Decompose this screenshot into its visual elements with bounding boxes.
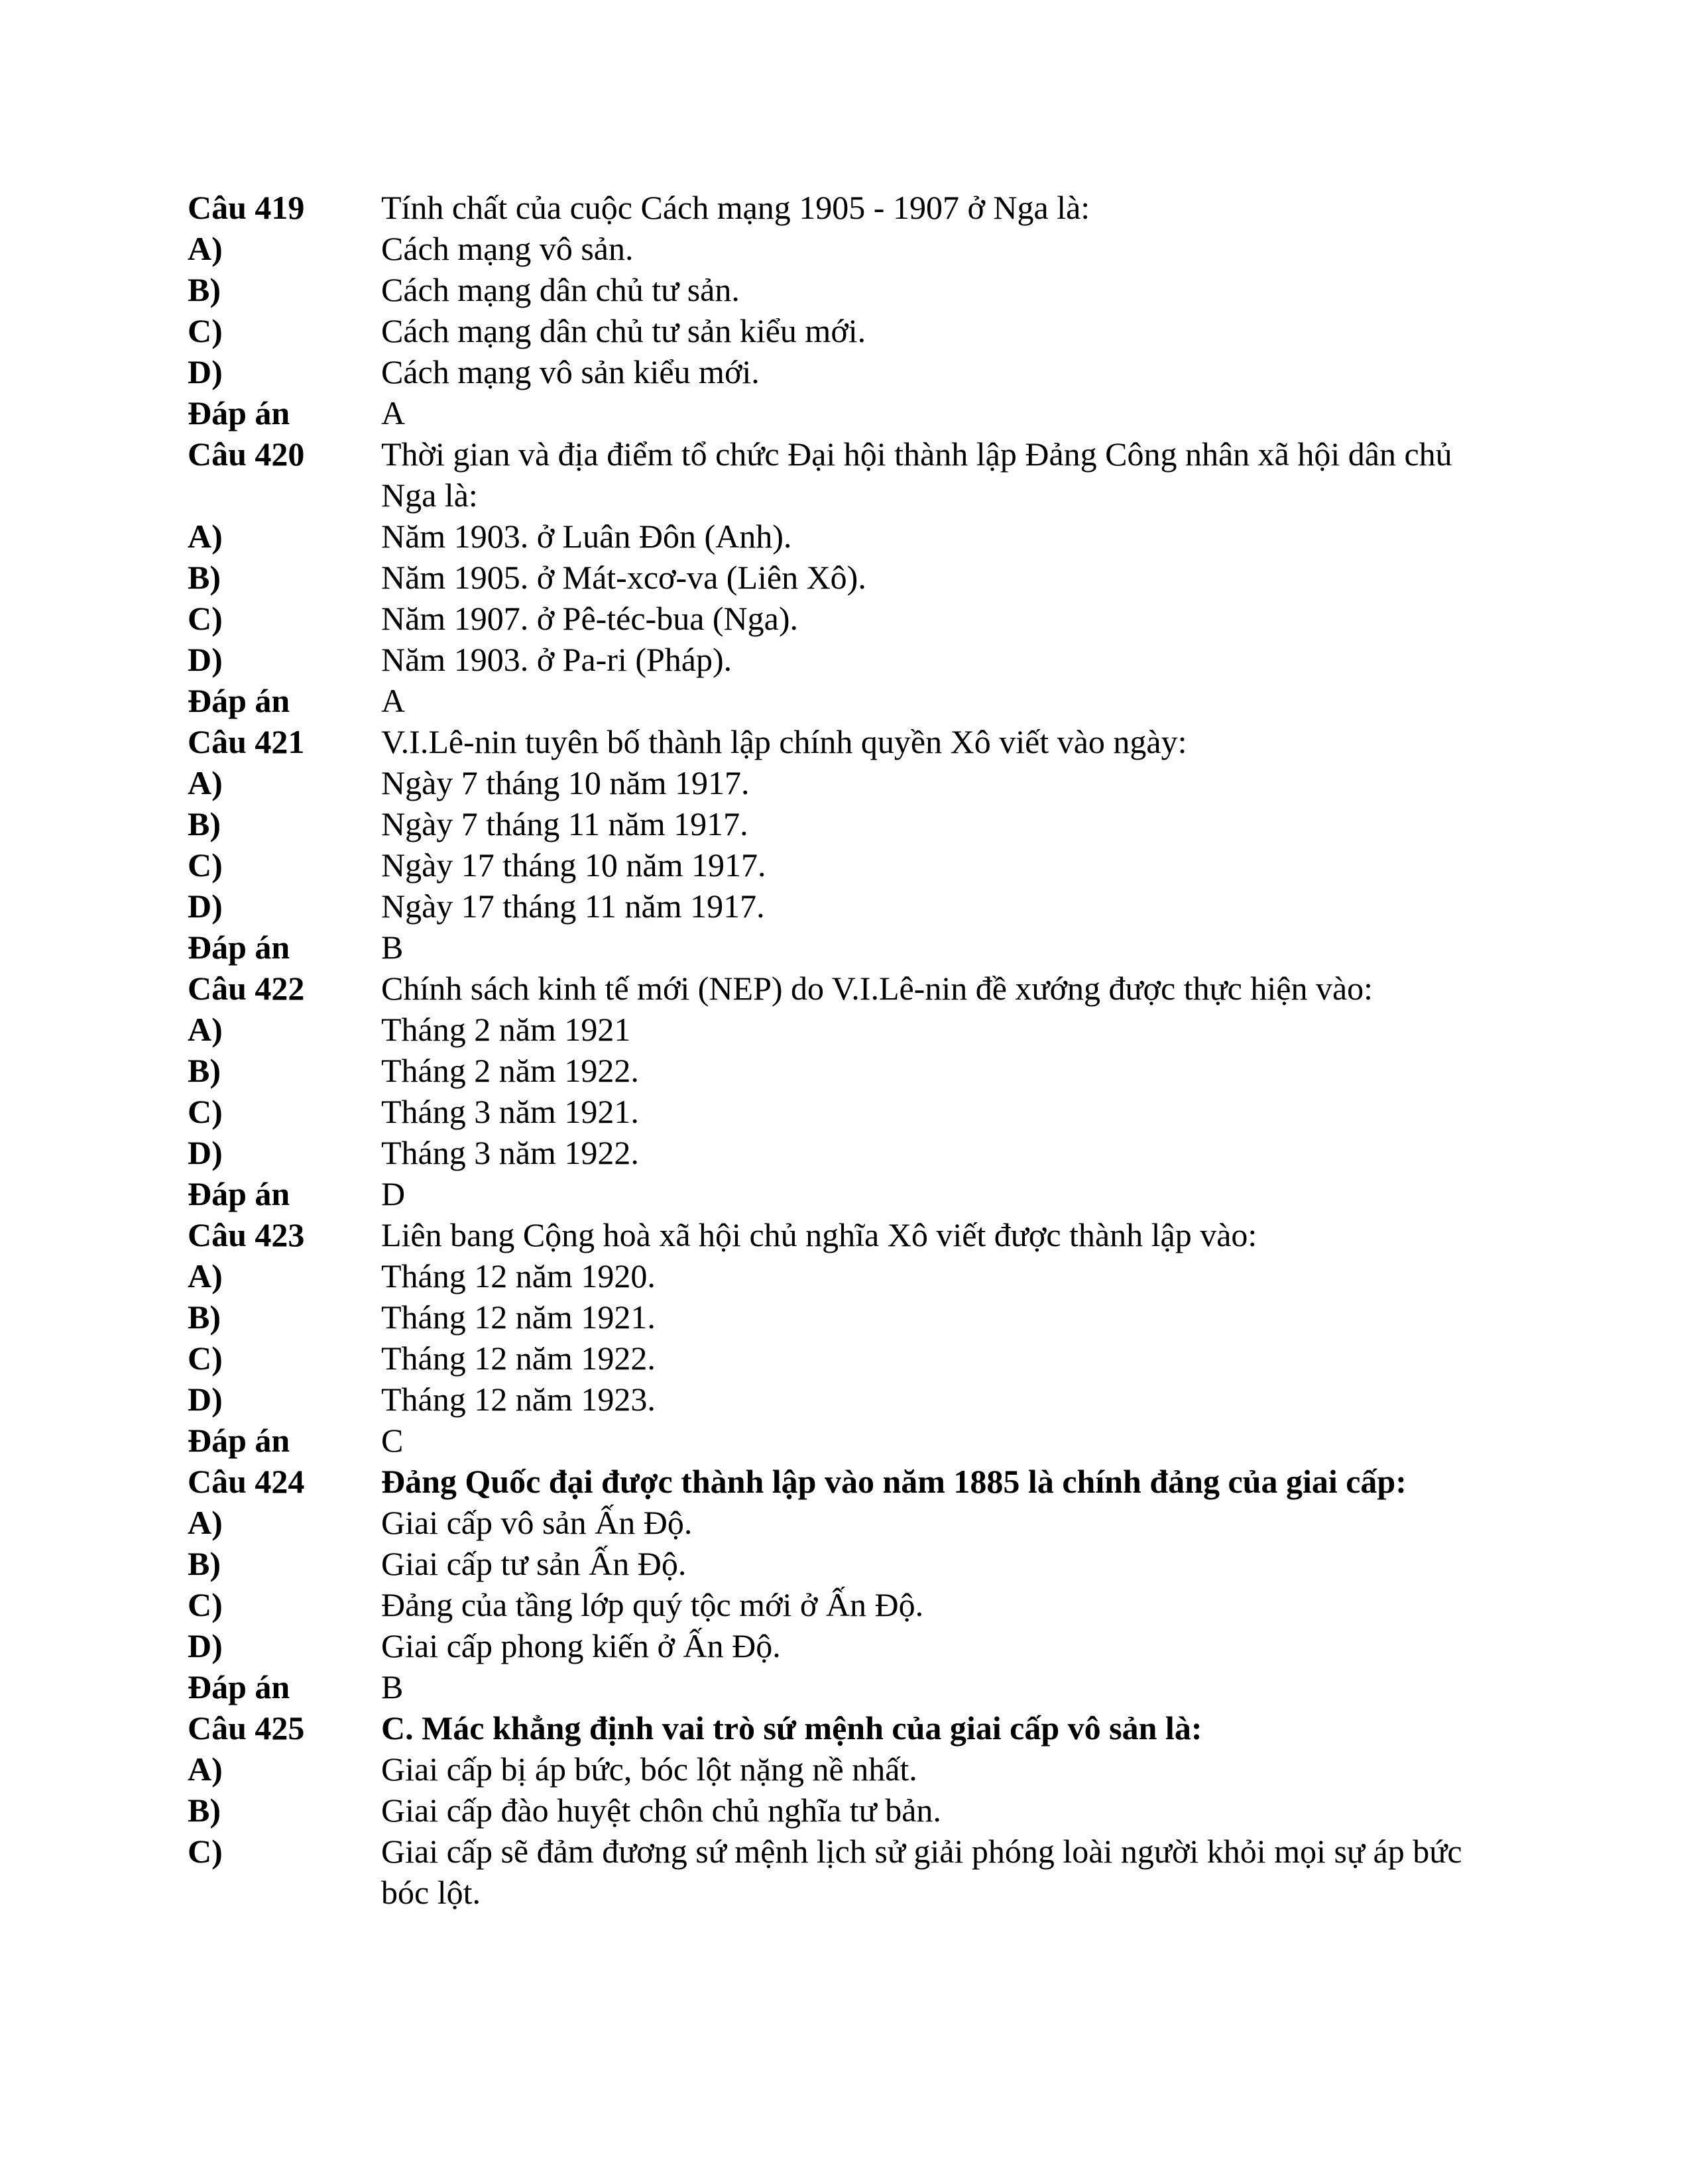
option-label: A) (188, 1504, 223, 1541)
option-text: Cách mạng vô sản kiểu mới. (381, 353, 760, 390)
answer-row (188, 392, 1487, 433)
option-text: Giai cấp phong kiến ở Ấn Độ. (381, 1627, 781, 1664)
option-text: Tháng 2 năm 1922. (381, 1052, 639, 1089)
option-label: A) (188, 518, 223, 555)
option-text: Tháng 3 năm 1921. (381, 1093, 639, 1130)
answer-label: Đáp án (188, 929, 290, 966)
answer-value: B (381, 929, 404, 966)
option-row (188, 1296, 1487, 1338)
option-text: Tháng 3 năm 1922. (381, 1134, 639, 1171)
answer-value: B (381, 1668, 404, 1705)
option-text: Năm 1903. ở Luân Đôn (Anh). (381, 518, 792, 555)
answer-label: Đáp án (188, 394, 290, 431)
option-text: Tháng 12 năm 1922. (381, 1340, 656, 1377)
option-text: Ngày 17 tháng 11 năm 1917. (381, 888, 765, 925)
option-row (188, 1132, 1487, 1173)
option-row (188, 1625, 1487, 1666)
option-row (188, 844, 1487, 886)
answer-row (188, 1173, 1487, 1214)
option-row (188, 1584, 1487, 1625)
answer-row (188, 1420, 1487, 1461)
question-number: Câu 421 (188, 723, 305, 760)
option-label: D) (188, 888, 223, 925)
option-row (188, 1338, 1487, 1379)
question-text: Liên bang Cộng hoà xã hội chủ nghĩa Xô viết được thành lập vào: (381, 1216, 1257, 1253)
option-text: Tháng 12 năm 1921. (381, 1298, 656, 1336)
option-text: Năm 1905. ở Mát-xcơ-va (Liên Xô). (381, 559, 866, 596)
question-number: Câu 425 (188, 1709, 305, 1747)
question-document (188, 187, 1487, 1913)
question-number: Câu 422 (188, 970, 305, 1007)
option-text: Giai cấp tư sản Ấn Độ. (381, 1545, 687, 1582)
option-label: A) (188, 1751, 223, 1788)
question-block (188, 968, 1487, 1214)
question-block (188, 433, 1487, 721)
option-row (188, 1749, 1487, 1790)
option-label: B) (188, 271, 221, 308)
option-text: Ngày 7 tháng 11 năm 1917. (381, 805, 748, 842)
option-label: B) (188, 559, 221, 596)
option-text: Ngày 7 tháng 10 năm 1917. (381, 764, 750, 801)
answer-row (188, 927, 1487, 968)
question-block (188, 1707, 1487, 1913)
answer-value: D (381, 1175, 406, 1212)
option-label: A) (188, 230, 223, 267)
option-text: Giai cấp vô sản Ấn Độ. (381, 1504, 693, 1541)
option-label: D) (188, 1134, 223, 1171)
question-number: Câu 419 (188, 189, 305, 226)
option-row (188, 228, 1487, 269)
answer-label: Đáp án (188, 1422, 290, 1459)
option-label: C) (188, 1833, 223, 1870)
option-row (188, 598, 1487, 639)
answer-label: Đáp án (188, 1175, 290, 1212)
option-label: C) (188, 600, 223, 637)
option-row (188, 1831, 1487, 1913)
option-text: Năm 1903. ở Pa-ri (Pháp). (381, 641, 732, 678)
option-text: Giai cấp đào huyệt chôn chủ nghĩa tư bản. (381, 1792, 941, 1829)
option-text: Cách mạng dân chủ tư sản. (381, 271, 740, 308)
answer-label: Đáp án (188, 682, 290, 719)
option-row (188, 1790, 1487, 1831)
option-text: Ngày 17 tháng 10 năm 1917. (381, 846, 766, 884)
option-text: Năm 1907. ở Pê-téc-bua (Nga). (381, 600, 799, 637)
option-text: Tháng 12 năm 1923. (381, 1381, 656, 1418)
answer-value: C (381, 1422, 404, 1459)
answer-value: A (381, 394, 406, 431)
question-row (188, 1214, 1487, 1255)
option-row (188, 803, 1487, 844)
option-text: Tháng 12 năm 1920. (381, 1257, 656, 1294)
option-label: D) (188, 641, 223, 678)
option-row (188, 1009, 1487, 1050)
question-text: Chính sách kinh tế mới (NEP) do V.I.Lê-nin đề xướng được thực hiện vào: (381, 970, 1373, 1007)
answer-value: A (381, 682, 406, 719)
option-label: C) (188, 1586, 223, 1623)
option-label: B) (188, 805, 221, 842)
option-row (188, 1091, 1487, 1132)
question-row (188, 721, 1487, 762)
question-row (188, 968, 1487, 1009)
option-row (188, 351, 1487, 392)
option-row (188, 886, 1487, 927)
option-label: C) (188, 846, 223, 884)
option-label: B) (188, 1298, 221, 1336)
option-row (188, 639, 1487, 680)
question-number: Câu 420 (188, 435, 305, 473)
question-block (188, 1461, 1487, 1707)
option-label: D) (188, 353, 223, 390)
option-text: Tháng 2 năm 1921 (381, 1011, 631, 1048)
option-row (188, 516, 1487, 557)
question-row (188, 433, 1487, 516)
option-row (188, 1502, 1487, 1543)
option-label: B) (188, 1052, 221, 1089)
option-row (188, 557, 1487, 598)
question-block (188, 721, 1487, 968)
answer-row (188, 680, 1487, 721)
option-row (188, 1255, 1487, 1296)
option-label: A) (188, 1257, 223, 1294)
option-label: C) (188, 312, 223, 349)
option-label: A) (188, 1011, 223, 1048)
option-text: Cách mạng dân chủ tư sản kiểu mới. (381, 312, 866, 349)
question-block (188, 1214, 1487, 1461)
option-row (188, 1543, 1487, 1584)
option-label: C) (188, 1093, 223, 1130)
option-label: C) (188, 1340, 223, 1377)
answer-label: Đáp án (188, 1668, 290, 1705)
question-row (188, 1461, 1487, 1502)
option-row (188, 310, 1487, 351)
option-row (188, 1379, 1487, 1420)
option-label: D) (188, 1627, 223, 1664)
option-row (188, 762, 1487, 803)
option-text: Giai cấp sẽ đảm đương sứ mệnh lịch sử giải phóng loài người khỏi mọi sự áp bức bóc lột. (381, 1833, 1462, 1911)
question-number: Câu 423 (188, 1216, 305, 1253)
answer-row (188, 1666, 1487, 1707)
option-label: B) (188, 1792, 221, 1829)
option-label: A) (188, 764, 223, 801)
option-text: Giai cấp bị áp bức, bóc lột nặng nề nhất. (381, 1751, 917, 1788)
question-text: C. Mác khẳng định vai trò sứ mệnh của giai cấp vô sản là: (381, 1709, 1202, 1747)
question-text: Thời gian và địa điểm tổ chức Đại hội thành lập Đảng Công nhân xã hội dân chủ Nga là: (381, 435, 1452, 514)
option-row (188, 1050, 1487, 1091)
question-number: Câu 424 (188, 1463, 305, 1500)
question-block (188, 187, 1487, 433)
option-row (188, 269, 1487, 310)
question-row (188, 187, 1487, 228)
option-label: D) (188, 1381, 223, 1418)
question-text: Đảng Quốc đại được thành lập vào năm 1885 là chính đảng của giai cấp: (381, 1463, 1407, 1500)
option-text: Cách mạng vô sản. (381, 230, 634, 267)
option-label: B) (188, 1545, 221, 1582)
question-text: Tính chất của cuộc Cách mạng 1905 - 1907 ở Nga là: (381, 189, 1090, 226)
question-text: V.I.Lê-nin tuyên bố thành lập chính quyền Xô viết vào ngày: (381, 723, 1187, 760)
question-row (188, 1707, 1487, 1749)
option-text: Đảng của tầng lớp quý tộc mới ở Ấn Độ. (381, 1586, 924, 1623)
